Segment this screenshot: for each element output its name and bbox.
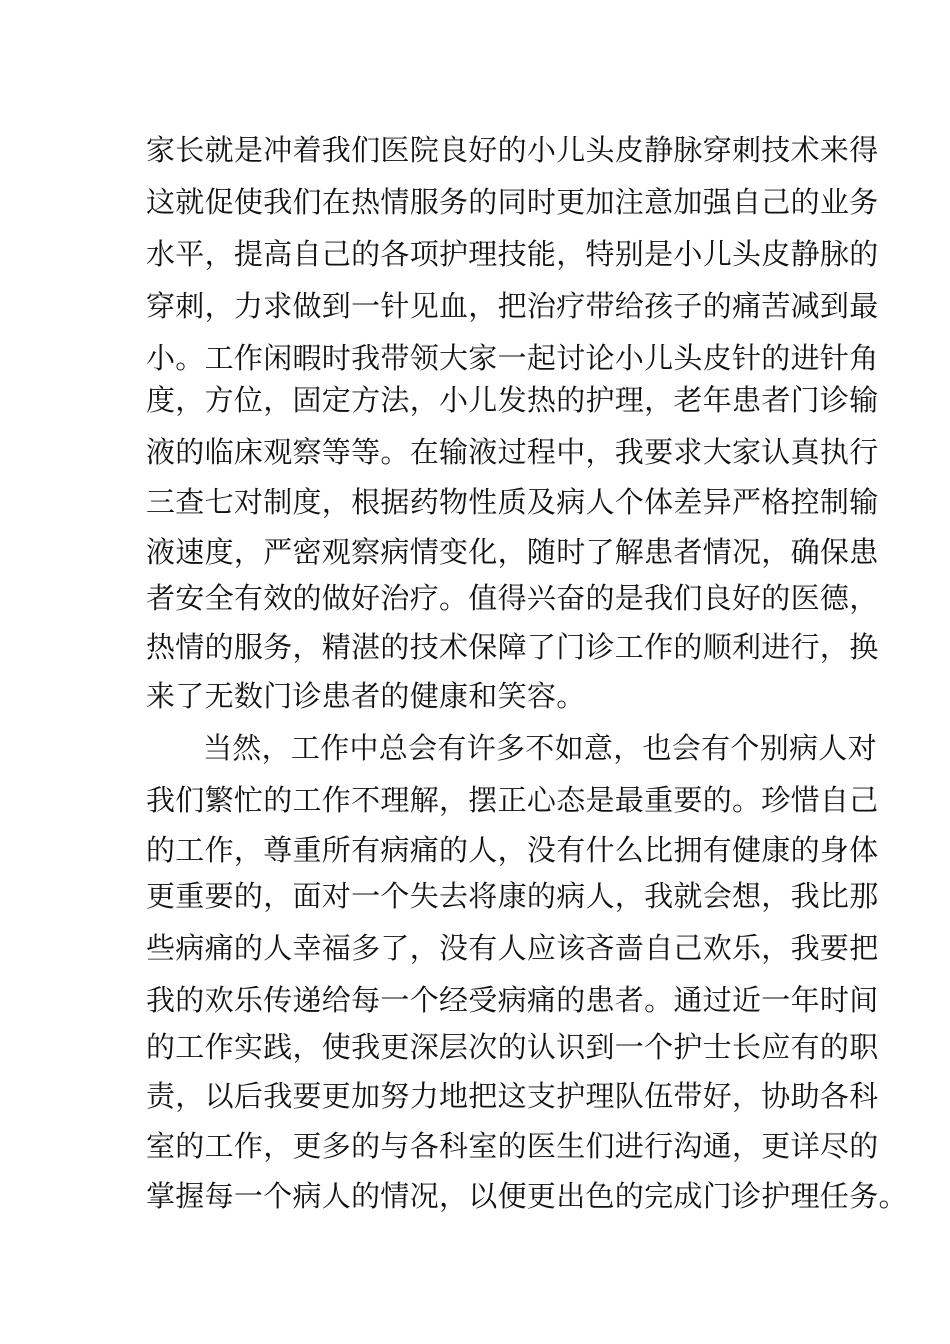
paragraph-1-line-3: 水平，提高自己的各项护理技能，特别是小儿头皮静脉的: [146, 237, 879, 271]
paragraph-1-line-2: 这就促使我们在热情服务的同时更加注意加强自己的业务: [146, 185, 879, 219]
paragraph-1-line-11: 热情的服务，精湛的技术保障了门诊工作的顺利进行，换: [146, 630, 879, 664]
paragraph-2-line-8: 责，以后我要更加努力地把这支护理队伍带好，协助各科: [146, 1079, 879, 1113]
paragraph-1-line-12: 来了无数门诊患者的健康和笑容。: [146, 679, 586, 713]
paragraph-1-line-8: 三查七对制度，根据药物性质及病人个体差异严格控制输: [146, 485, 879, 519]
paragraph-1-line-4: 穿刺，力求做到一针见血，把治疗带给孩子的痛苦减到最: [146, 289, 879, 323]
paragraph-1-line-7: 液的临床观察等等。在输液过程中，我要求大家认真执行: [146, 435, 879, 469]
paragraph-2-line-4: 更重要的，面对一个失去将康的病人，我就会想，我比那: [146, 879, 879, 913]
paragraph-2-line-6: 我的欢乐传递给每一个经受病痛的患者。通过近一年时间: [146, 983, 879, 1017]
paragraph-2-line-10: 掌握每一个病人的情况，以便更出色的完成门诊护理任务。: [146, 1179, 908, 1213]
paragraph-2-line-2: 我们繁忙的工作不理解，摆正心态是最重要的。珍惜自己: [146, 783, 879, 817]
paragraph-2-line-7: 的工作实践，使我更深层次的认识到一个护士长应有的职: [146, 1030, 879, 1064]
paragraph-1-line-10: 者安全有效的做好治疗。值得兴奋的是我们良好的医德，: [146, 581, 879, 615]
paragraph-2-line-5: 些病痛的人幸福多了，没有人应该吝啬自己欢乐，我要把: [146, 931, 879, 965]
paragraph-1-line-9: 液速度，严密观察病情变化，随时了解患者情况，确保患: [146, 535, 879, 569]
paragraph-2-line-1: 当然，工作中总会有许多不如意，也会有个别病人对: [203, 731, 877, 765]
paragraph-1-line-1: 家长就是冲着我们医院良好的小儿头皮静脉穿刺技术来得: [146, 133, 879, 167]
paragraph-2-line-3: 的工作，尊重所有病痛的人，没有什么比拥有健康的身体: [146, 833, 879, 867]
paragraph-1-line-6: 度，方位，固定方法，小儿发热的护理，老年患者门诊输: [146, 383, 879, 417]
paragraph-2-line-9: 室的工作，更多的与各科室的医生们进行沟通，更详尽的: [146, 1129, 879, 1163]
paragraph-1-line-5: 小。工作闲暇时我带领大家一起讨论小儿头皮针的进针角: [146, 341, 879, 375]
